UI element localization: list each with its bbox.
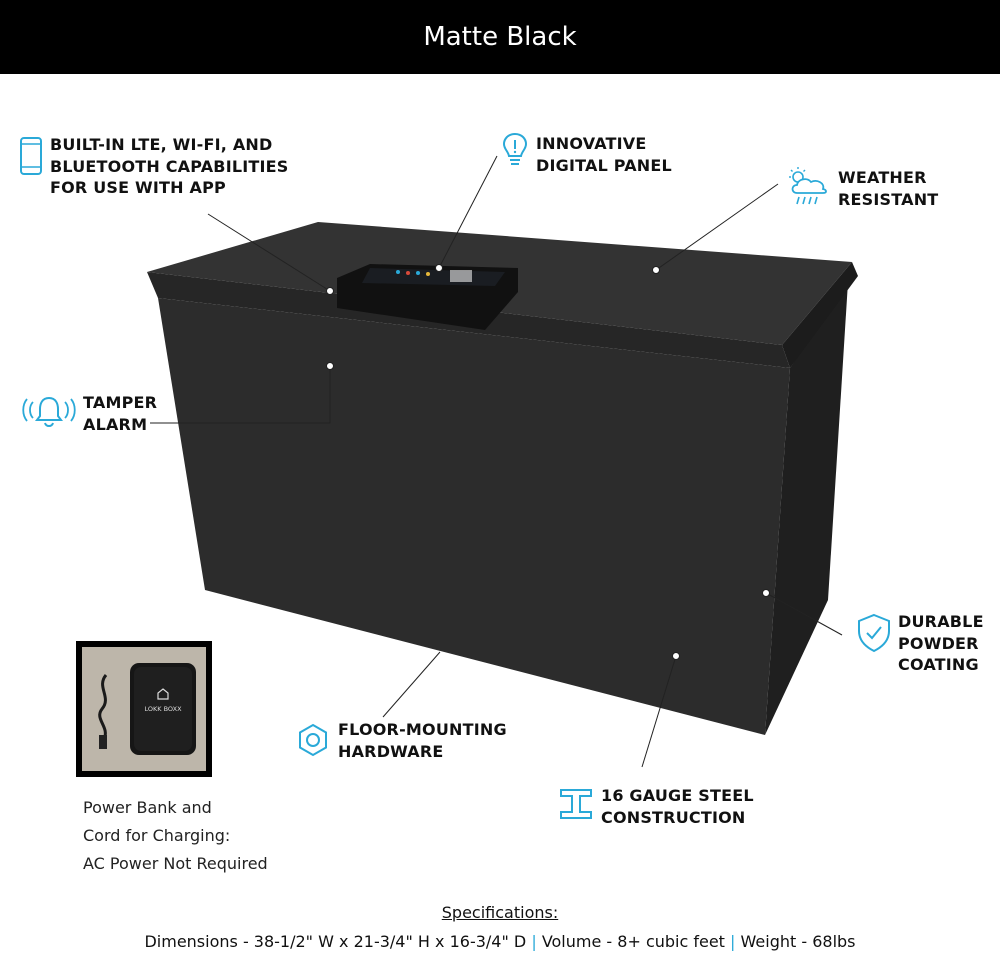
spec-dimensions: Dimensions - 38-1/2" W x 21-3/4" H x 16-3/4" D <box>144 932 527 951</box>
spec-separator: | <box>531 932 537 951</box>
spec-weight: Weight - 68lbs <box>740 932 856 951</box>
hex-nut-icon <box>295 722 331 758</box>
specifications-line <box>0 932 1000 951</box>
feature-tamper-alarm: TAMPER ALARM <box>83 393 158 434</box>
feature-connectivity: BUILT-IN LTE, WI-FI, AND BLUETOOTH CAPABILITIES FOR USE WITH APP <box>50 135 289 197</box>
spec-volume: Volume - 8+ cubic feet <box>541 932 725 951</box>
steel-beam-icon <box>558 788 594 820</box>
feature-powder-coating: DURABLE POWDER COATING <box>898 612 984 674</box>
phone-icon <box>18 136 44 176</box>
power-bank-caption: Power Bank and Cord for Charging: AC Power Not Required <box>83 798 268 873</box>
feature-steel-construction: 16 GAUGE STEEL CONSTRUCTION <box>601 786 754 827</box>
shield-check-icon <box>856 613 892 653</box>
bell-alarm-icon <box>22 393 76 429</box>
spec-separator: | <box>730 932 736 951</box>
box-front <box>158 298 790 735</box>
power-bank-image <box>82 647 206 771</box>
feature-floor-mounting: FLOOR-MOUNTING HARDWARE <box>338 720 507 761</box>
power-bank-photo <box>76 641 212 777</box>
specifications-heading: Specifications: <box>441 903 559 922</box>
rain-cloud-icon <box>787 165 831 209</box>
feature-weather-resistant: WEATHER RESISTANT <box>838 168 939 209</box>
lightbulb-icon <box>502 132 528 172</box>
feature-digital-panel: INNOVATIVE DIGITAL PANEL <box>536 134 672 175</box>
page-title: Matte Black <box>423 22 577 52</box>
power-bank-brand-label: LOKK BOXX <box>144 705 182 713</box>
